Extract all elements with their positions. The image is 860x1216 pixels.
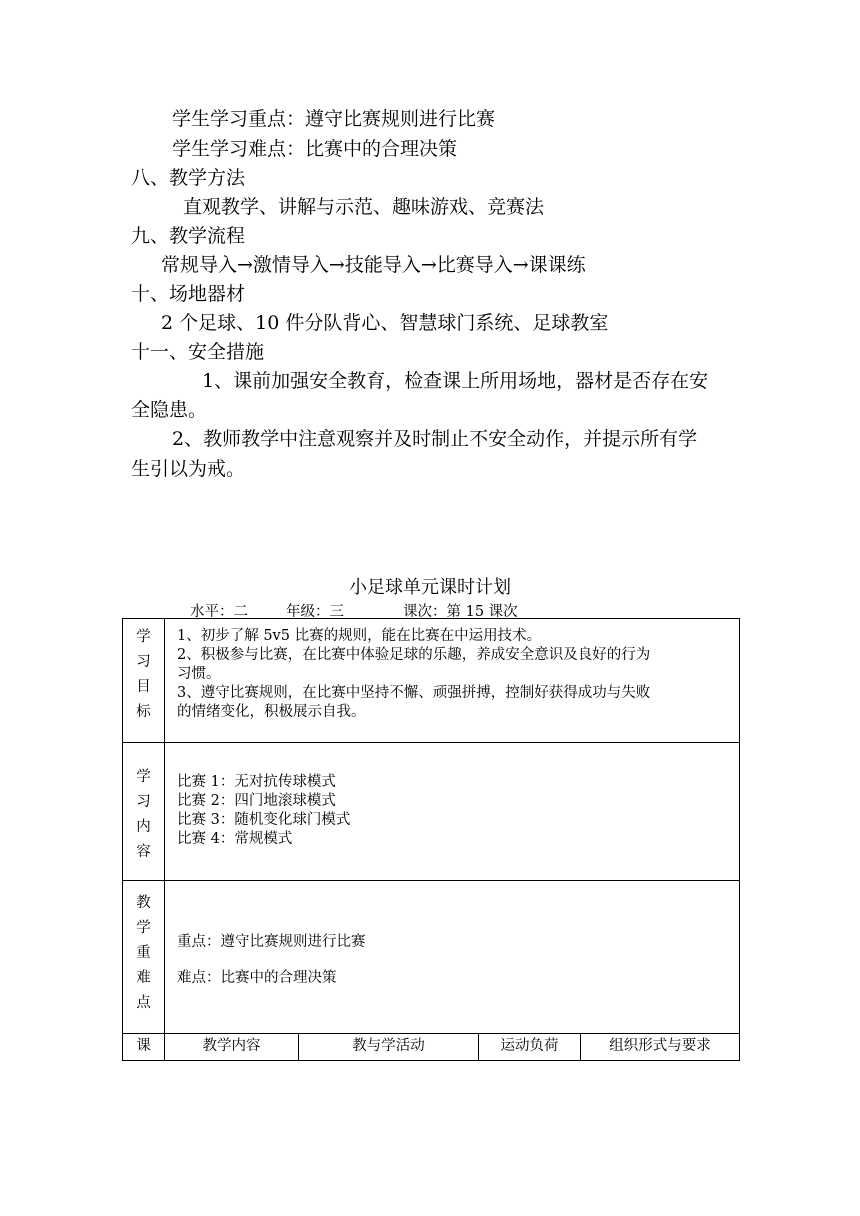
safety-item-2-line-1: 2、教师教学中注意观察并及时制止不安全动作，并提示所有学 — [172, 428, 698, 450]
section-9-heading: 九、教学流程 — [131, 225, 246, 247]
match-line: 比赛 3：随机变化球门模式 — [177, 812, 351, 828]
safety-item-2-line-2: 生引以为戒。 — [131, 458, 246, 480]
key-point-line: 学生学习重点：遵守比赛规则进行比赛 — [172, 108, 496, 130]
safety-item-1-line-2: 全隐患。 — [131, 399, 208, 421]
section-8-body: 直观教学、讲解与示范、趣味游戏、竞赛法 — [183, 196, 545, 218]
goal-line: 的情绪变化，积极展示自我。 — [177, 704, 366, 720]
schedule-header-row — [123, 1034, 740, 1061]
goal-line: 2、积极参与比赛，在比赛中体验足球的乐趣，养成安全意识及良好的行为 — [177, 647, 651, 663]
focus-cell — [165, 881, 740, 1034]
content-cell — [165, 743, 740, 881]
goals-cell — [165, 619, 740, 743]
lesson-plan-table — [122, 618, 740, 1061]
lesson-number-label: 课次：第 15 课次 — [403, 604, 518, 620]
focus-label: 教 学 重 难 点 — [123, 881, 165, 1034]
focus-row — [123, 881, 740, 1034]
goal-line: 习惯。 — [177, 666, 221, 682]
difficulty-line: 学生学习难点：比赛中的合理决策 — [172, 138, 458, 160]
match-line: 比赛 2：四门地滚球模式 — [177, 793, 336, 809]
section-10-body: 2 个足球、10 件分队背心、智慧球门系统、足球教室 — [161, 312, 609, 334]
safety-item-1-line-1: 1、课前加强安全教育，检查课上所用场地，器材是否存在安 — [202, 370, 709, 392]
grade-label: 年级：三 — [286, 604, 344, 620]
level-label: 水平：二 — [190, 604, 248, 620]
goals-row — [123, 619, 740, 743]
content-row — [123, 743, 740, 881]
plan-title: 小足球单元课时计划 — [349, 577, 511, 598]
goal-line: 1、初步了解 5v5 比赛的规则，能在比赛在中运用技术。 — [177, 628, 542, 644]
difficulty-text: 难点：比赛中的合理决策 — [177, 970, 337, 986]
header-teaching-content: 教学内容 — [165, 1034, 299, 1061]
header-organization: 组织形式与要求 — [581, 1034, 740, 1061]
section-9-body: 常规导入→激情导入→技能导入→比赛导入→课课练 — [161, 254, 586, 276]
section-8-heading: 八、教学方法 — [131, 167, 246, 189]
match-line: 比赛 1：无对抗传球模式 — [177, 774, 336, 790]
content-label: 学 习 内 容 — [123, 743, 165, 881]
match-line: 比赛 4：常规模式 — [177, 831, 293, 847]
goal-line: 3、遵守比赛规则，在比赛中坚持不懈、顽强拼搏，控制好获得成功与失败 — [177, 685, 651, 701]
header-lesson: 课 — [123, 1034, 165, 1061]
goals-label: 学 习 目 标 — [123, 619, 165, 743]
key-point-text: 重点：遵守比赛规则进行比赛 — [177, 934, 366, 950]
header-activities: 教与学活动 — [299, 1034, 479, 1061]
section-11-heading: 十一、安全措施 — [131, 341, 265, 363]
header-exercise-load: 运动负荷 — [479, 1034, 581, 1061]
section-10-heading: 十、场地器材 — [131, 283, 246, 305]
